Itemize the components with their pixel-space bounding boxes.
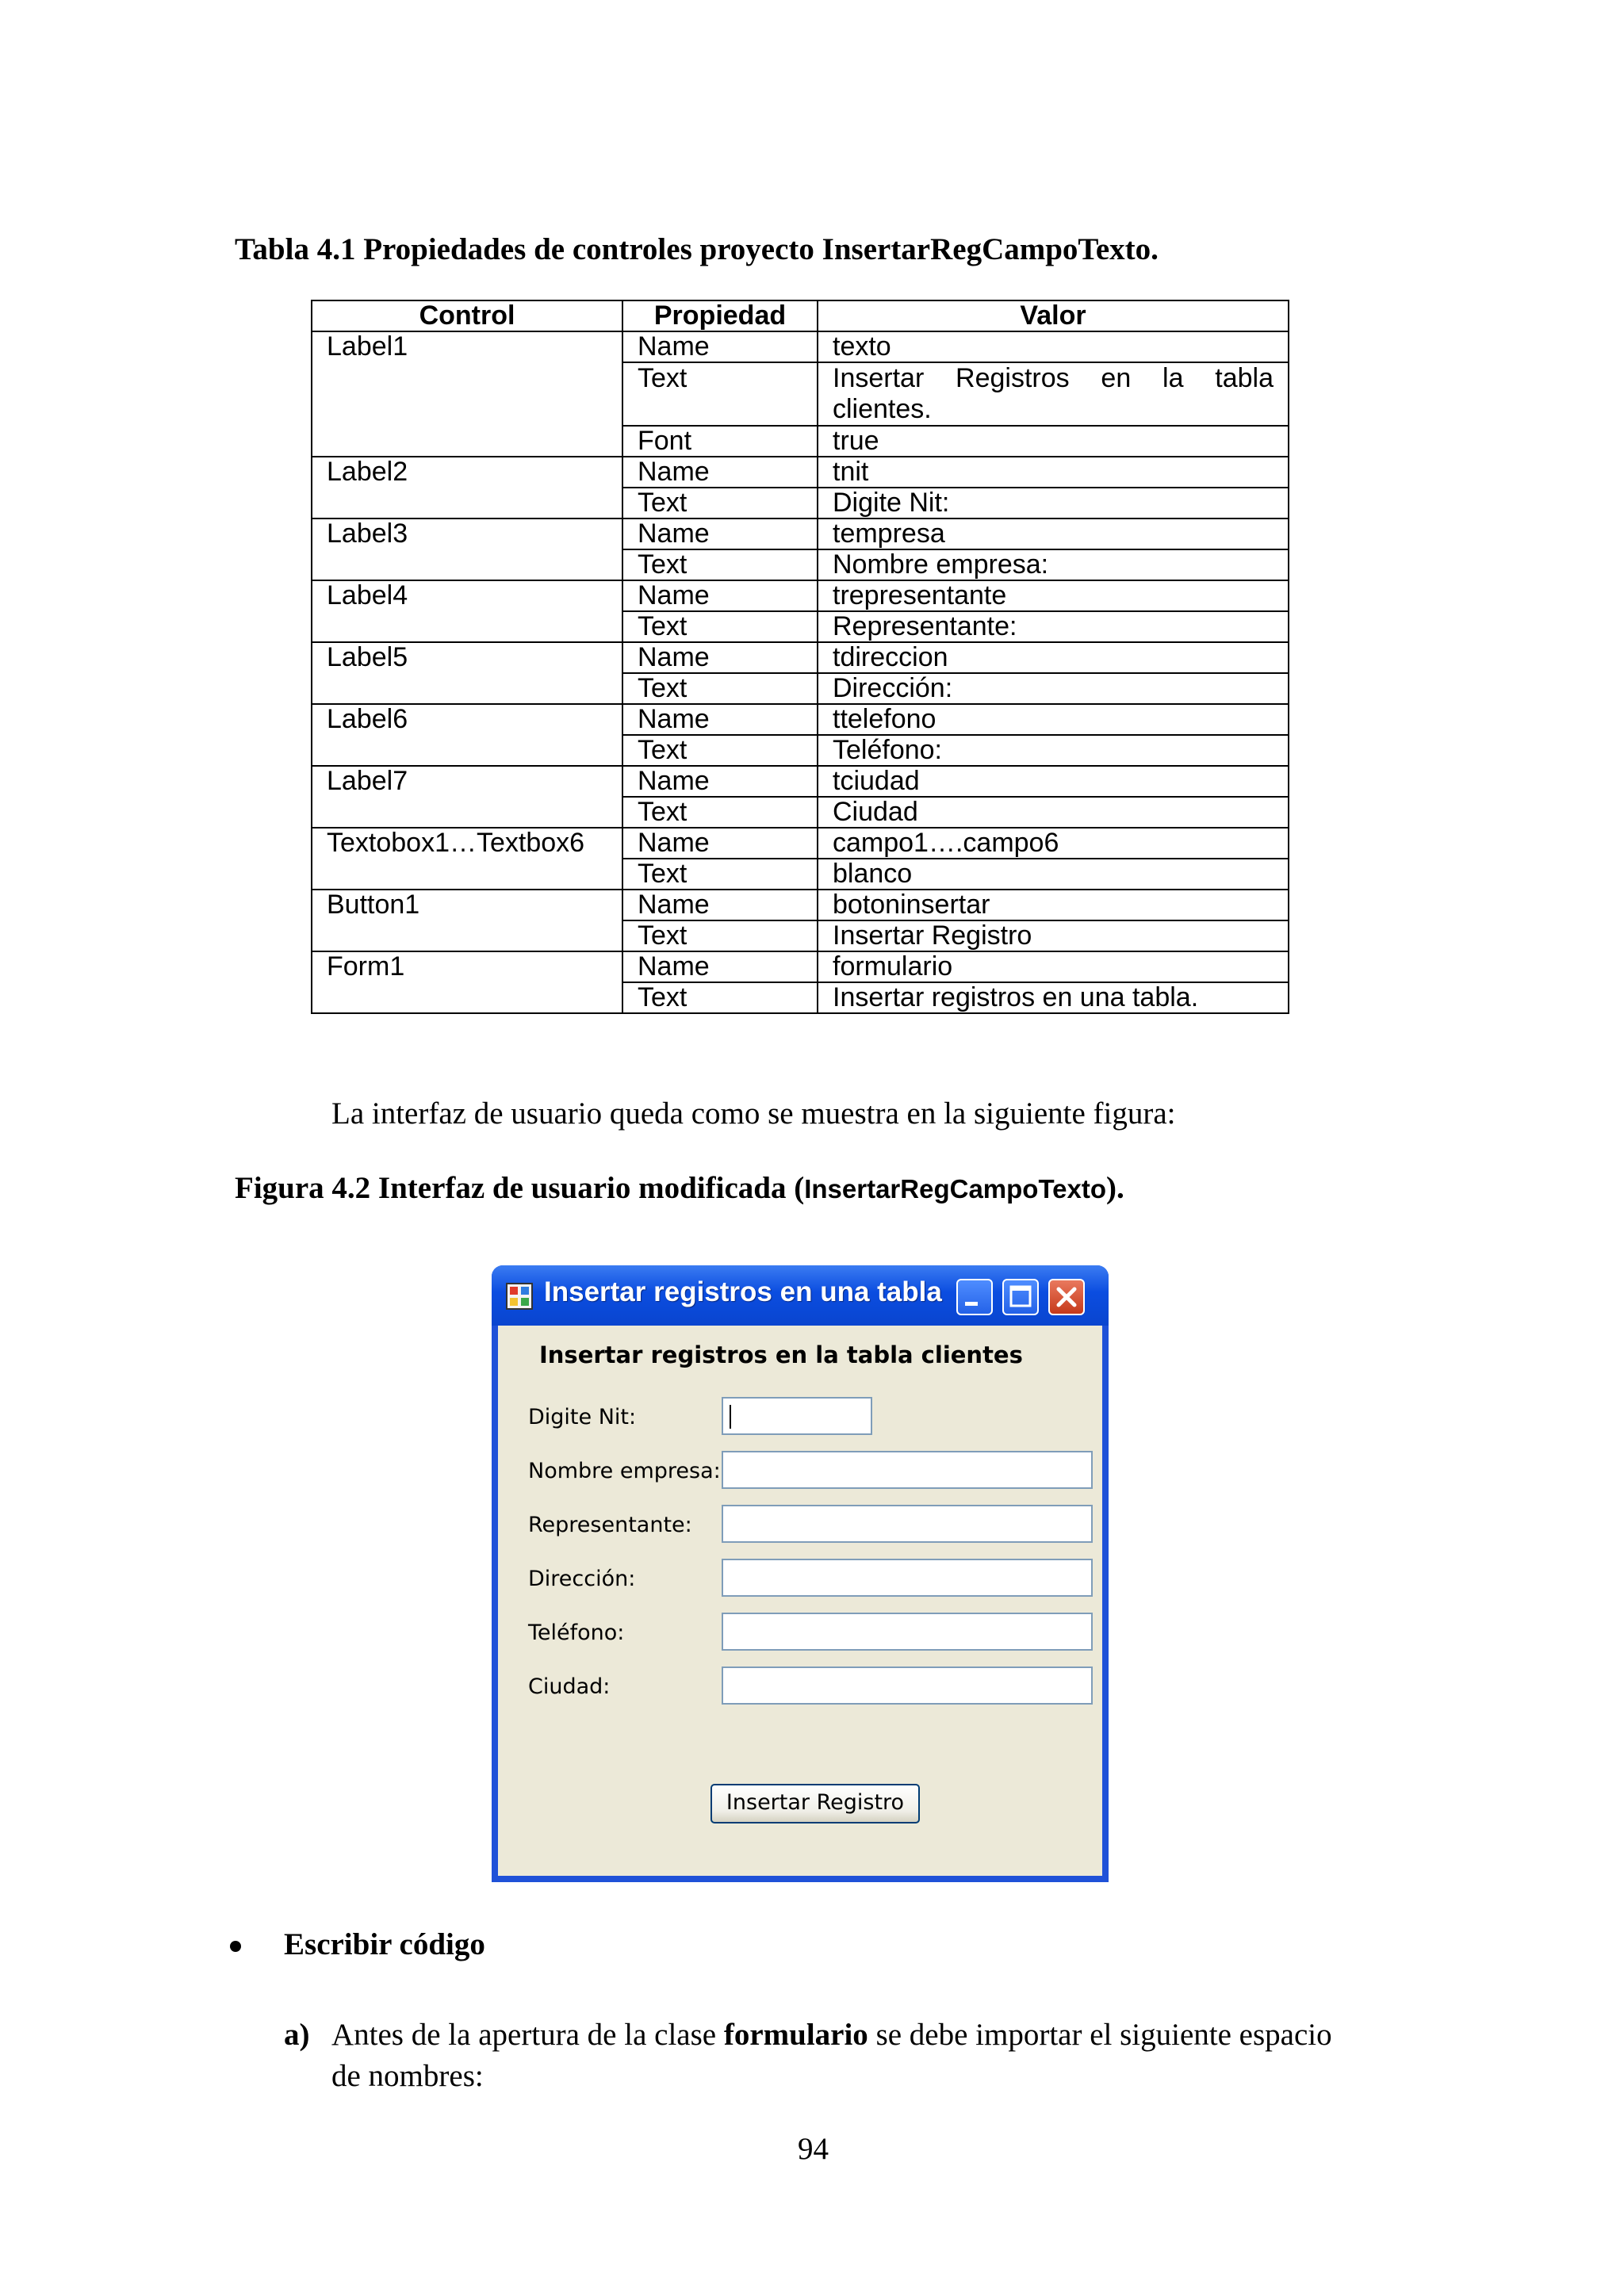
window-titlebar[interactable] [492,1265,1109,1326]
value-cell [818,362,1289,426]
property-cell: Text [622,362,818,426]
table-header-row [312,300,1289,331]
value-cell: tempresa [818,519,1289,549]
control-cell: Textobox1…Textbox6 [312,828,622,890]
control-cell: Label1 [312,331,622,457]
representante-input[interactable] [722,1505,1093,1543]
property-cell: Name [622,331,818,362]
field-label-nit: Digite Nit: [528,1405,637,1429]
figure-caption-project: InsertarRegCampoTexto [804,1174,1107,1203]
control-cell: Button1 [312,890,622,951]
table-row [312,457,1289,488]
property-cell: Text [622,920,818,951]
field-label-telefono: Teléfono: [528,1621,625,1645]
form-heading: Insertar registros en la tabla clientes [539,1341,1023,1368]
header-propiedad: Propiedad [622,300,818,331]
property-cell: Name [622,704,818,735]
value-cell: true [818,426,1289,457]
property-cell: Text [622,982,818,1013]
property-cell: Text [622,673,818,704]
property-cell: Name [622,519,818,549]
value-cell: Insertar Registro [818,920,1289,951]
property-cell: Text [622,611,818,642]
nit-input[interactable] [722,1397,872,1435]
field-label-ciudad: Ciudad: [528,1674,611,1699]
table-row [312,642,1289,673]
window-title: Insertar registros en una tabla [544,1276,942,1307]
value-cell: Teléfono: [818,735,1289,766]
item-a-bold-word: formulario [723,2018,868,2052]
figure-caption [235,1170,1124,1206]
property-cell: Text [622,549,818,580]
value-cell: tdireccion [818,642,1289,673]
figure-caption-close-paren: ). [1106,1171,1124,1205]
value-cell: tciudad [818,766,1289,797]
property-cell: Name [622,828,818,859]
property-cell: Text [622,797,818,828]
properties-table [311,300,1289,1014]
ciudad-input[interactable] [722,1667,1093,1705]
section-heading: Escribir código [284,1927,485,1961]
form-window [492,1265,1109,1882]
value-text: Insertar Registros en la tabla clientes. [833,363,1274,424]
property-cell: Name [622,642,818,673]
figure-caption-prefix: Figura 4.2 Interfaz de usuario modificada [235,1171,787,1205]
page-number: 94 [798,2132,829,2166]
table-row [312,766,1289,797]
telefono-input[interactable] [722,1613,1093,1651]
close-button[interactable] [1048,1279,1085,1315]
control-cell: Label5 [312,642,622,704]
value-cell: Ciudad [818,797,1289,828]
minimize-button[interactable] [956,1279,993,1315]
item-a-text [331,2017,1332,2053]
property-cell: Text [622,859,818,890]
table-row [312,890,1289,920]
item-a-text-after: se debe importar el siguiente espacio [875,2018,1332,2052]
property-cell: Font [622,426,818,457]
field-label-direccion: Dirección: [528,1567,636,1591]
text-caret [730,1405,731,1429]
window-client-area [498,1326,1102,1876]
maximize-button[interactable] [1002,1279,1039,1315]
control-cell: Label3 [312,519,622,580]
insert-record-button[interactable]: Insertar Registro [710,1784,920,1823]
control-cell: Label7 [312,766,622,828]
table-row [312,951,1289,982]
property-cell: Name [622,580,818,611]
value-cell: Dirección: [818,673,1289,704]
direccion-input[interactable] [722,1559,1093,1597]
value-cell: trepresentante [818,580,1289,611]
control-cell: Label4 [312,580,622,642]
table-row [312,828,1289,859]
table-row [312,331,1289,362]
value-cell: campo1….campo6 [818,828,1289,859]
app-icon [506,1283,533,1310]
intro-sentence: La interfaz de usuario queda como se muestra en la siguiente figura: [331,1096,1176,1131]
field-label-representante: Representante: [528,1513,692,1537]
table-row [312,519,1289,549]
table-row [312,704,1289,735]
control-cell: Label6 [312,704,622,766]
header-valor: Valor [818,300,1289,331]
property-cell: Text [622,735,818,766]
field-label-empresa: Nombre empresa: [528,1459,721,1483]
value-cell: Digite Nit: [818,488,1289,519]
value-cell: Insertar registros en una tabla. [818,982,1289,1013]
property-cell: Text [622,488,818,519]
property-cell: Name [622,457,818,488]
empresa-input[interactable] [722,1451,1093,1489]
minimize-icon [958,1280,991,1314]
value-cell: tnit [818,457,1289,488]
control-cell: Form1 [312,951,622,1013]
property-cell: Name [622,766,818,797]
value-cell: Nombre empresa: [818,549,1289,580]
item-a-text-before: Antes de la apertura de la clase [331,2018,717,2052]
value-cell: blanco [818,859,1289,890]
value-cell: botoninsertar [818,890,1289,920]
value-cell: Representante: [818,611,1289,642]
table-caption: Tabla 4.1 Propiedades de controles proyecto InsertarRegCampoTexto. [235,232,1159,266]
control-cell: Label2 [312,457,622,519]
value-cell: ttelefono [818,704,1289,735]
item-marker: a) [284,2018,310,2052]
table-row [312,580,1289,611]
header-control: Control [312,300,622,331]
property-cell: Name [622,951,818,982]
value-cell: texto [818,331,1289,362]
bullet-dot [230,1941,241,1952]
maximize-icon [1004,1280,1037,1314]
property-cell: Name [622,890,818,920]
close-icon [1050,1280,1083,1314]
figure-caption-open-paren: ( [794,1171,805,1205]
item-a-continuation: de nombres: [331,2059,484,2093]
value-cell: formulario [818,951,1289,982]
